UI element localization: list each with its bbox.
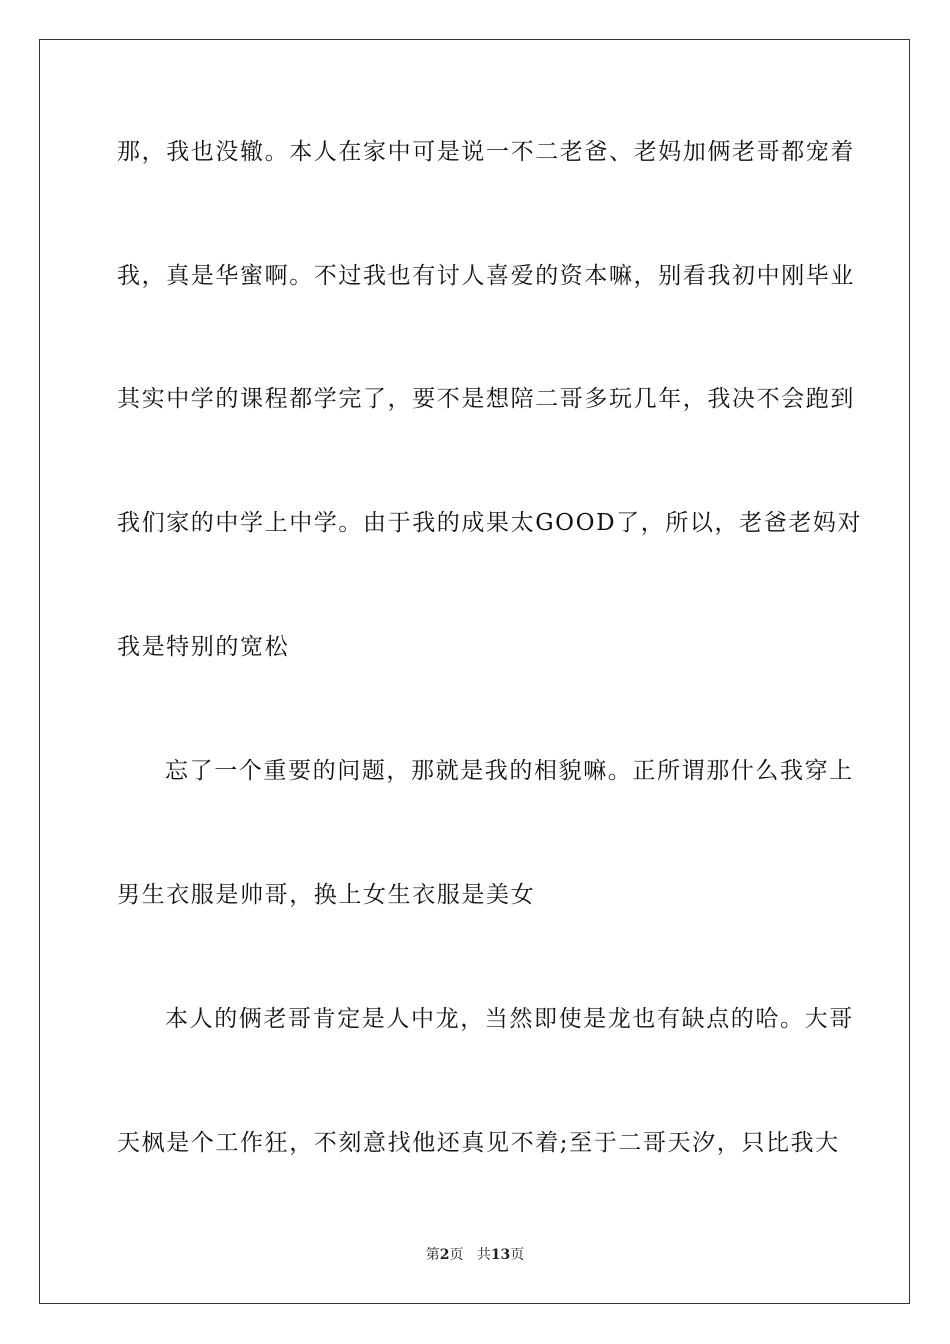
- body-text-line: 那，我也没辙。本人在家中可是说一不二老爸、老妈加俩老哥都宠着: [117, 139, 855, 165]
- paragraph-first-line: 本人的俩老哥肯定是人中龙，当然即使是龙也有缺点的哈。大哥: [165, 1006, 854, 1032]
- body-text-line: 男生衣服是帅哥，换上女生衣服是美女: [117, 882, 536, 908]
- page-footer: [0, 1246, 950, 1264]
- body-text-line: 天枫是个工作狂，不刻意找他还真见不着;至于二哥天汐，只比我大: [117, 1130, 840, 1156]
- body-text-line: 其实中学的课程都学完了，要不是想陪二哥多玩几年，我决不会跑到: [117, 386, 855, 412]
- footer-page-prefix: 第: [425, 1247, 440, 1263]
- footer-page-suffix: 页: [449, 1247, 464, 1263]
- footer-page-number: 2: [439, 1247, 450, 1263]
- footer-total-suffix: 页: [510, 1247, 525, 1263]
- body-text-line: 我们家的中学上中学。由于我的成果太GOOD了，所以，老爸老妈对: [117, 510, 863, 536]
- footer-total-pages: 13: [490, 1247, 511, 1263]
- paragraph-first-line: 忘了一个重要的问题，那就是我的相貌嘛。正所谓那什么我穿上: [165, 758, 854, 784]
- footer-total-prefix: 共: [476, 1247, 491, 1263]
- body-text-line: 我是特别的宽松: [117, 634, 290, 660]
- page-border: [39, 39, 910, 1304]
- body-text-line: 我，真是华蜜啊。不过我也有讨人喜爱的资本嘛，别看我初中刚毕业: [117, 263, 855, 289]
